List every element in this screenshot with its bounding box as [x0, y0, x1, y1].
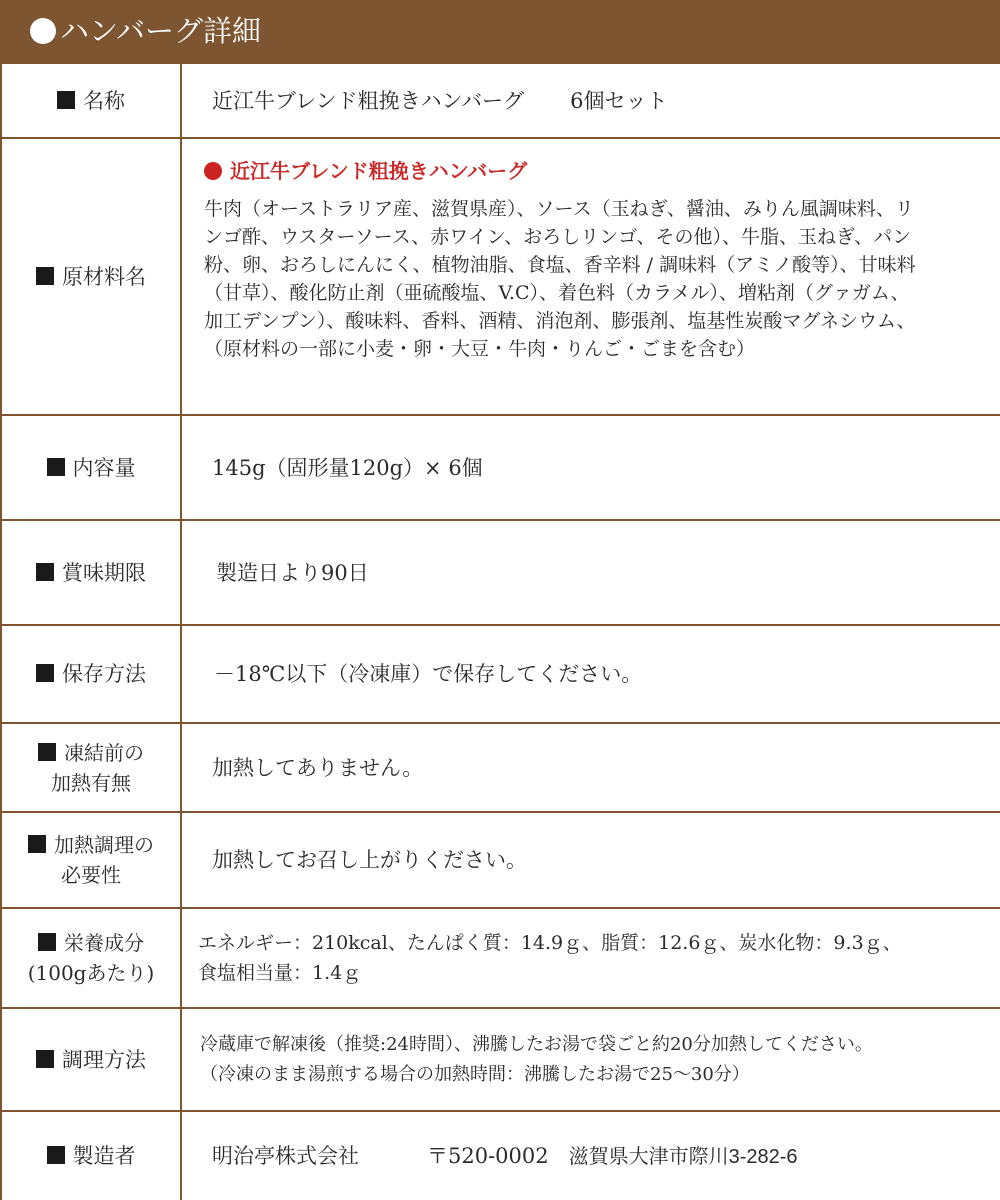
black-square-icon: [36, 664, 54, 682]
row-label-cell: [0, 813, 182, 907]
table-row-name: [0, 62, 1000, 139]
black-square-icon: [36, 1050, 54, 1068]
row-label-cell: [0, 521, 182, 624]
row-value-cell: [184, 1009, 1000, 1110]
cooking-method-line: 冷蔵庫で解凍後（推奨:24時間）、沸騰したお湯で袋ごと約20分加熱してください。: [200, 1033, 873, 1055]
row-value-cell: [184, 64, 1000, 137]
table-row-preheated: [0, 724, 1000, 813]
row-label-line2: 必要性: [61, 863, 121, 887]
postal-code: 〒520-0002: [427, 1143, 549, 1168]
row-label-line2: 加熱有無: [51, 770, 131, 795]
row-label: 賞味期限: [62, 560, 146, 585]
row-label-line1: 凍結前の: [64, 740, 144, 765]
black-square-icon: [38, 743, 56, 761]
row-value-cell: [184, 416, 1000, 519]
ingredients-line: 加工デンプン）、酸味料、香料、酒精、消泡剤、膨張剤、塩基性炭酸マグネシウム、: [204, 310, 916, 332]
section-title: ハンバーグ詳細: [60, 14, 261, 48]
row-value-cell: [184, 139, 1000, 414]
row-label: 調理方法: [62, 1047, 146, 1072]
row-label-cell: [0, 1009, 182, 1110]
company-name: 明治亭株式会社: [212, 1143, 359, 1168]
section-header: [0, 0, 1000, 62]
set-count: 6個セット: [570, 88, 668, 113]
cooking-method-line: （冷凍のまま湯煎する場合の加熱時間：沸騰したお湯で25〜30分）: [200, 1063, 750, 1085]
red-circle-icon: [204, 162, 222, 180]
table-row-cooking-need: [0, 813, 1000, 909]
address: 滋賀県大津市際川3-282-6: [568, 1145, 798, 1168]
row-value-cell: [184, 724, 1000, 811]
ingredients-title: 近江牛ブレンド粗挽きハンバーグ: [230, 159, 528, 183]
table-row-ingredients: [0, 139, 1000, 416]
ingredients-line: 粉、卵、おろしにんにく、植物油脂、食塩、香辛料 / 調味料（アミノ酸等）、甘味料: [204, 254, 916, 276]
black-square-icon: [36, 267, 54, 285]
table-row-cooking-method: [0, 1009, 1000, 1112]
table-row-storage: [0, 626, 1000, 724]
black-square-icon: [38, 933, 56, 951]
row-label-line1: 栄養成分: [64, 931, 144, 955]
row-label: 製造者: [72, 1144, 136, 1168]
black-square-icon: [57, 91, 75, 109]
table-row-content: [0, 416, 1000, 521]
row-value-cell: [184, 626, 1000, 722]
black-square-icon: [28, 835, 46, 853]
white-circle-icon: [30, 18, 56, 44]
cooking-need-value: 加熱してお召し上がりください。: [212, 848, 527, 872]
row-value-cell: [184, 909, 1000, 1007]
product-details-table: [0, 62, 1000, 1200]
black-square-icon: [47, 458, 65, 476]
black-square-icon: [36, 563, 54, 581]
row-label-line2: (100gあたり): [27, 961, 155, 985]
storage-value: －18℃以下（冷凍庫）で保存してください。: [214, 662, 643, 686]
row-label-cell: [0, 626, 182, 722]
row-label-cell: [0, 724, 182, 811]
row-value-cell: [184, 521, 1000, 624]
table-row-nutrition: [0, 909, 1000, 1009]
row-label-line1: 加熱調理の: [54, 833, 154, 857]
row-value-cell: [184, 813, 1000, 907]
ingredients-line: 牛肉（オーストラリア産、滋賀県産）、ソース（玉ねぎ、醤油、みりん風調味料、リ: [204, 198, 914, 220]
black-square-icon: [47, 1146, 65, 1164]
nutrition-line: 食塩相当量：1.4ｇ: [198, 962, 362, 984]
row-label: 内容量: [72, 455, 136, 480]
expiry-value: 製造日より90日: [216, 560, 369, 585]
row-value-cell: [184, 1112, 1000, 1200]
table-row-maker: [0, 1112, 1000, 1200]
row-label-cell: [0, 416, 182, 519]
table-row-expiry: [0, 521, 1000, 626]
preheated-value: 加熱してありません。: [212, 755, 424, 780]
row-label: 保存方法: [62, 662, 146, 686]
ingredients-line: （原材料の一部に小麦・卵・大豆・牛肉・りんご・ごまを含む）: [204, 338, 756, 360]
ingredients-line: （甘草）、酸化防止剤（亜硫酸塩、V.C）、着色料（カラメル）、増粘剤（グァガム、: [204, 282, 910, 304]
row-label-cell: [0, 64, 182, 137]
content-amount: 145g（固形量120g）× 6個: [212, 455, 483, 480]
nutrition-line: エネルギー：210kcal、たんぱく質：14.9ｇ、脂質：12.6ｇ、炭水化物：9.3ｇ、: [198, 932, 902, 954]
row-label-cell: [0, 139, 182, 414]
ingredients-list: [204, 195, 1000, 363]
row-label-cell: [0, 1112, 182, 1200]
row-label: 原材料名: [62, 264, 146, 289]
row-label: 名称: [83, 88, 125, 113]
ingredients-line: ンゴ酢、ウスターソース、赤ワイン、おろしリンゴ、その他）、牛脂、玉ねぎ、パン: [204, 226, 912, 248]
product-name: 近江牛ブレンド粗挽きハンバーグ: [212, 88, 525, 113]
row-label-cell: [0, 909, 182, 1007]
